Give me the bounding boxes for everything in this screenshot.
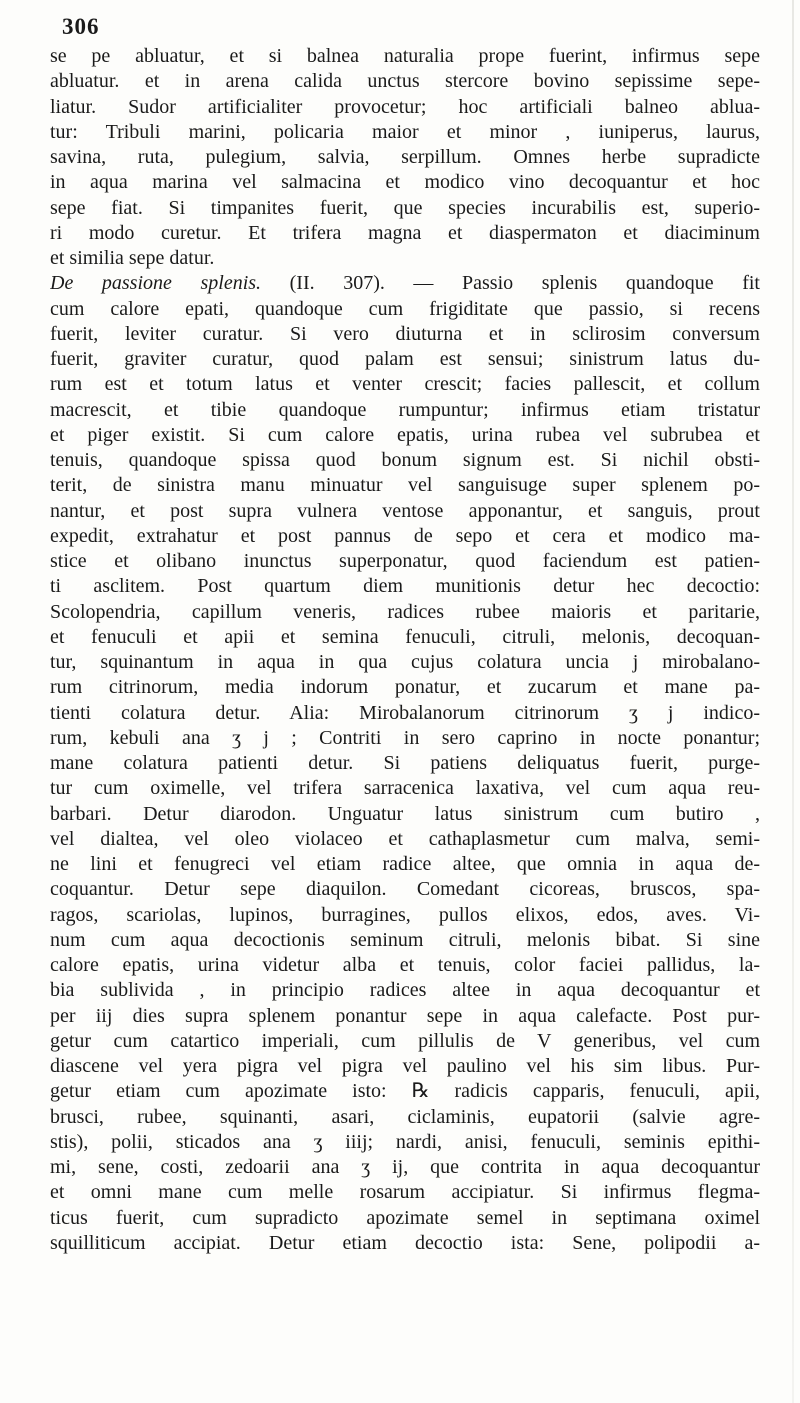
text-line: terit, de sinistra manu minuatur vel sanguisuge super splenem po- (50, 474, 760, 497)
text-line: Scolopendria, capillum veneris, radices rubee maioris et paritarie, (50, 600, 760, 623)
page-edge (792, 0, 794, 1403)
text-line: ne lini et fenugreci vel etiam radice altee, que omnia in aqua de- (50, 853, 760, 875)
text-line: macrescit, et tibie quandoque rumpuntur; infirmus etiam tristatur (50, 398, 760, 421)
text-line: ragos, scariolas, lupinos, burragines, pullos elixos, edos, aves. Vi- (50, 903, 760, 926)
text-line: mi, sene, costi, zedoarii ana ʒ ij, que contrita in aqua decoquantur (50, 1156, 760, 1178)
text-line: sepe fiat. Si timpanites fuerit, que species incurabilis est, superio- (50, 196, 760, 219)
page-number: 306 (62, 14, 100, 39)
text-line: rum est et totum latus et venter crescit; facies pallescit, et collum (50, 373, 760, 396)
text-line: tur: Tribuli marini, policaria maior et minor , iuniperus, laurus, (50, 120, 760, 143)
text-line: expedit, extrahatur et post pannus de sepo et cera et modico ma- (50, 524, 760, 547)
text-line: barbari. Detur diarodon. Unguatur latus sinistrum cum butiro , (50, 802, 760, 825)
text-line: et similia sepe datur. (50, 247, 215, 269)
text-line: liatur. Sudor artificialiter provocetur; hoc artificiali balneo ablua- (50, 95, 760, 118)
text-line: et piger existit. Si cum calore epatis, urina rubea vel subrubea et (50, 423, 760, 446)
text-line: abluatur. et in arena calida unctus stercore bovino sepissime sepe- (50, 70, 760, 93)
text-line: rum, kebuli ana ʒ j ; Contriti in sero caprino in nocte ponantur; (50, 726, 760, 749)
text-line: fuerit, leviter curatur. Si vero diuturna et in sclirosim conversum (50, 322, 760, 345)
text-line: stice et olibano inunctus superponatur, quod faciendum est patien- (50, 550, 760, 572)
text-line: squilliticum accipiat. Detur etiam decoctio ista: Sene, polipodii a- (50, 1231, 760, 1254)
text-line: tienti colatura detur. Alia: Mirobalanorum citrinorum ʒ j indico- (50, 701, 760, 724)
text-line: bia sublivida , in principio radices altee in aqua decoquantur et (50, 979, 760, 1002)
text-line: et fenuculi et apii et semina fenuculi, citruli, melonis, decoquan- (50, 625, 760, 648)
text-line: coquantur. Detur sepe diaquilon. Comedant cicoreas, bruscos, spa- (50, 878, 760, 901)
text-line: ticus fuerit, cum supradicto apozimate semel in septimana oximel (50, 1206, 760, 1229)
heading-continuation: (II. 307). — Passio splenis quandoque fit (261, 272, 760, 295)
text-line (50, 271, 760, 296)
body-text (50, 44, 760, 1256)
text-line: cum calore epati, quandoque cum frigiditate que passio, si recens (50, 297, 760, 320)
text-line: vel dialtea, vel oleo violaceo et cathaplasmetur cum malva, semi- (50, 827, 760, 850)
text-line: savina, ruta, pulegium, salvia, serpillum. Omnes herbe supradicte (50, 146, 760, 168)
text-line: getur cum catartico imperiali, cum pillulis de V generibus, vel cum (50, 1029, 760, 1052)
text-line: ri modo curetur. Et trifera magna et diaspermaton et diaciminum (50, 221, 760, 244)
text-line: num cum aqua decoctionis seminum citruli, melonis bibat. Si sine (50, 928, 760, 951)
text-line: in aqua marina vel salmacina et modico vino decoquantur et hoc (50, 171, 760, 194)
text-line: fuerit, graviter curatur, quod palam est sensui; sinistrum latus du- (50, 348, 760, 370)
text-line: per iij dies supra splenem ponantur sepe in aqua calefacte. Post pur- (50, 1004, 760, 1027)
text-line: et omni mane cum melle rosarum accipiatur. Si infirmus flegma- (50, 1181, 760, 1204)
text-line: tenuis, quandoque spissa quod bonum signum est. Si nichil obsti- (50, 449, 760, 471)
text-line: calore epatis, urina videtur alba et tenuis, color faciei pallidus, la- (50, 954, 760, 976)
text-line: tur, squinantum in aqua in qua cujus colatura uncia j mirobalano- (50, 651, 760, 673)
text-line: mane colatura patienti detur. Si patiens deliquatus fuerit, purge- (50, 752, 760, 774)
text-line: ti asclitem. Post quartum diem munitionis detur hec decoctio: (50, 575, 760, 598)
text-line: tur cum oximelle, vel trifera sarracenica laxativa, vel cum aqua reu- (50, 777, 760, 800)
text-line: se pe abluatur, et si balnea naturalia prope fuerint, infirmus sepe (50, 45, 760, 67)
section-heading: De passione splenis. (50, 272, 262, 295)
text-line: getur etiam cum apozimate isto: ℞ radicis capparis, fenuculi, apii, (50, 1080, 760, 1103)
text-line: rum citrinorum, media indorum ponatur, et zucarum et mane pa- (50, 676, 760, 699)
text-line: stis), polii, sticados ana ʒ iiij; nardi, anisi, fenuculi, seminis epithi- (50, 1130, 760, 1153)
text-line: brusci, rubee, squinanti, asari, ciclaminis, eupatorii (salvie agre- (50, 1105, 760, 1128)
text-line: nantur, et post supra vulnera ventose apponantur, et sanguis, prout (50, 499, 760, 522)
text-line: diascene vel yera pigra vel pigra vel paulino vel his sim libus. Pur- (50, 1055, 760, 1077)
